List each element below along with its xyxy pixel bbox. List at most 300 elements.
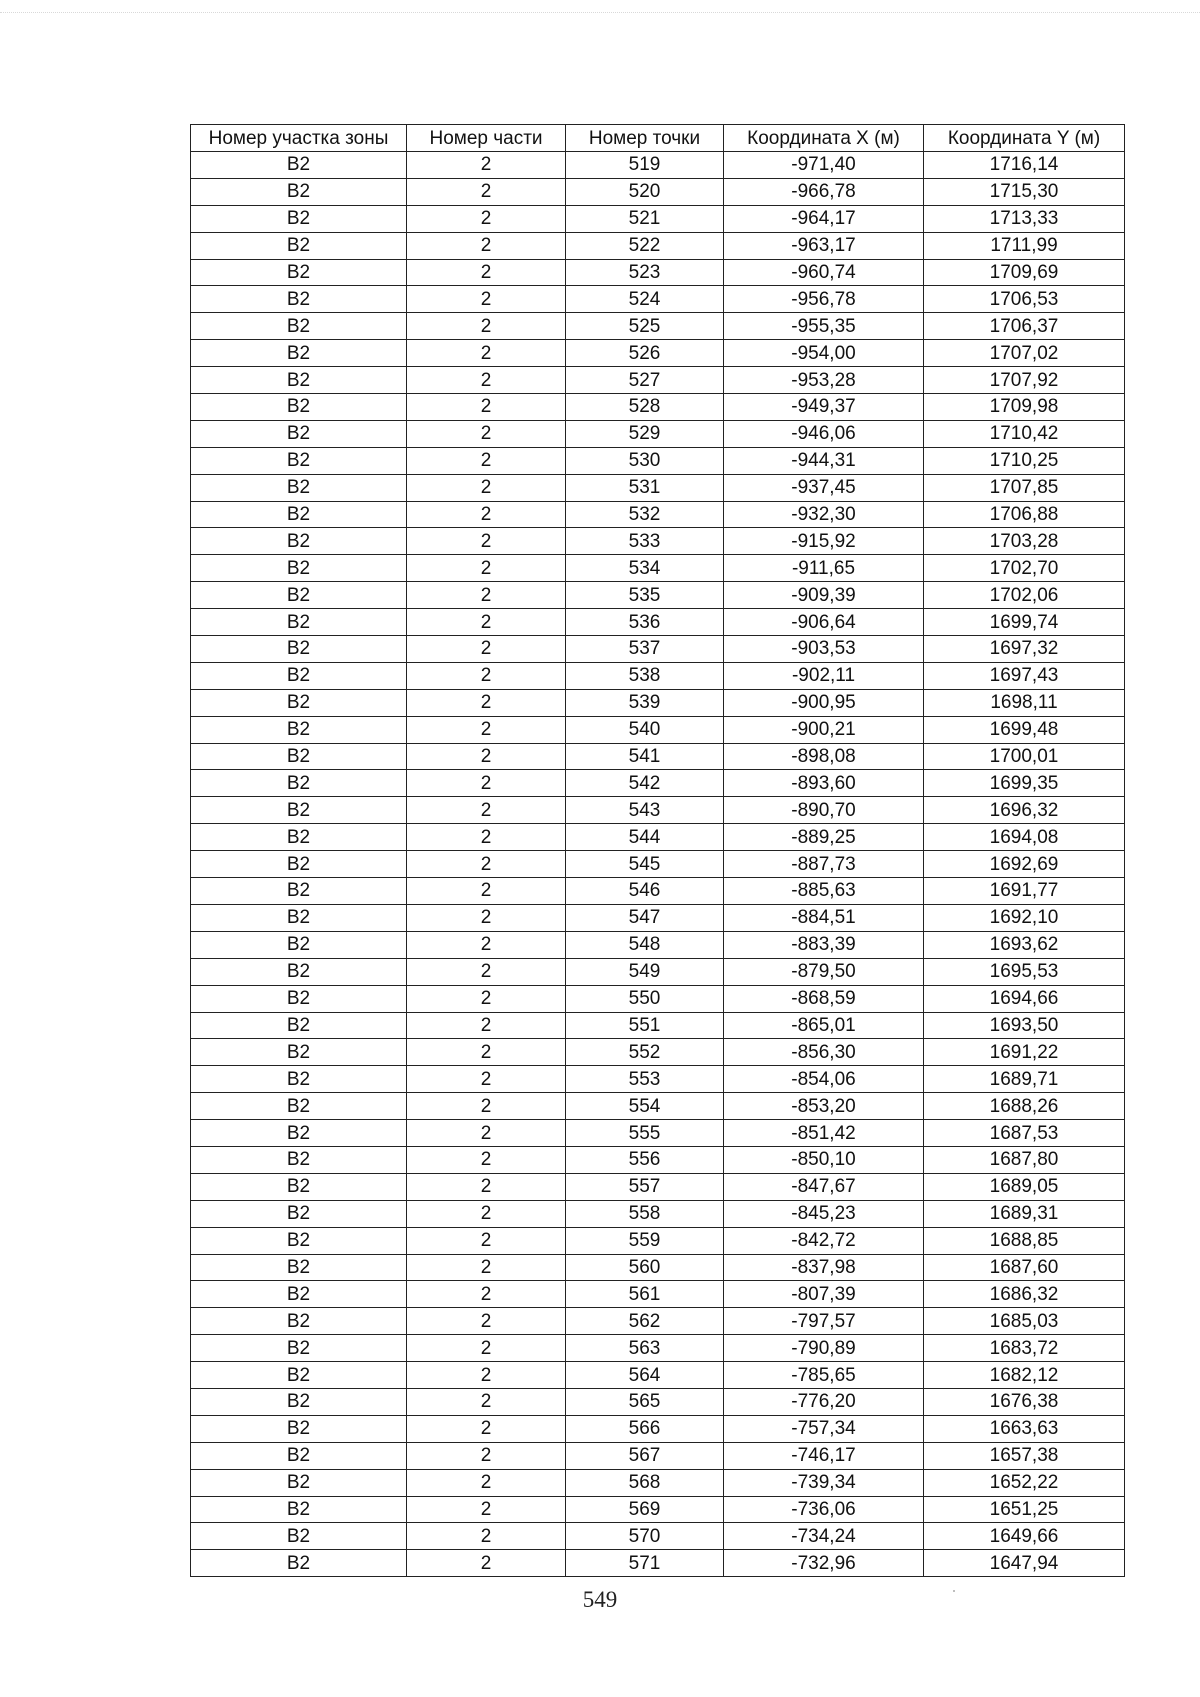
cell-point-number: 546 (566, 878, 724, 905)
cell-coordinate-y: 1699,74 (924, 609, 1125, 636)
cell-coordinate-y: 1696,32 (924, 797, 1125, 824)
cell-coordinate-y: 1707,85 (924, 474, 1125, 501)
cell-zone-section: В2 (191, 1308, 407, 1335)
table-row (191, 367, 1125, 394)
cell-zone-section: В2 (191, 232, 407, 259)
cell-coordinate-x: -889,25 (724, 824, 924, 851)
table-row (191, 851, 1125, 878)
cell-part-number: 2 (407, 743, 566, 770)
cell-part-number: 2 (407, 178, 566, 205)
cell-coordinate-x: -797,57 (724, 1308, 924, 1335)
cell-zone-section: В2 (191, 474, 407, 501)
cell-zone-section: В2 (191, 904, 407, 931)
cell-point-number: 519 (566, 152, 724, 179)
cell-point-number: 560 (566, 1254, 724, 1281)
cell-coordinate-y: 1702,06 (924, 582, 1125, 609)
cell-point-number: 557 (566, 1173, 724, 1200)
table-row (191, 1308, 1125, 1335)
cell-coordinate-x: -955,35 (724, 313, 924, 340)
cell-part-number: 2 (407, 1523, 566, 1550)
cell-zone-section: В2 (191, 770, 407, 797)
cell-part-number: 2 (407, 904, 566, 931)
table-header-row (191, 125, 1125, 152)
cell-part-number: 2 (407, 770, 566, 797)
cell-coordinate-y: 1693,50 (924, 1012, 1125, 1039)
table-row (191, 609, 1125, 636)
cell-zone-section: В2 (191, 1335, 407, 1362)
cell-part-number: 2 (407, 824, 566, 851)
cell-zone-section: В2 (191, 1039, 407, 1066)
cell-point-number: 535 (566, 582, 724, 609)
cell-zone-section: В2 (191, 582, 407, 609)
table-row (191, 582, 1125, 609)
cell-part-number: 2 (407, 152, 566, 179)
cell-coordinate-x: -915,92 (724, 528, 924, 555)
cell-zone-section: В2 (191, 340, 407, 367)
cell-coordinate-y: 1676,38 (924, 1388, 1125, 1415)
cell-coordinate-y: 1689,31 (924, 1200, 1125, 1227)
cell-coordinate-x: -932,30 (724, 501, 924, 528)
cell-coordinate-x: -944,31 (724, 447, 924, 474)
cell-coordinate-y: 1687,80 (924, 1146, 1125, 1173)
table-row (191, 958, 1125, 985)
cell-coordinate-x: -911,65 (724, 555, 924, 582)
table-row (191, 1281, 1125, 1308)
cell-coordinate-x: -893,60 (724, 770, 924, 797)
cell-coordinate-x: -850,10 (724, 1146, 924, 1173)
cell-zone-section: В2 (191, 367, 407, 394)
cell-point-number: 522 (566, 232, 724, 259)
cell-zone-section: В2 (191, 1388, 407, 1415)
cell-coordinate-y: 1706,53 (924, 286, 1125, 313)
cell-coordinate-x: -903,53 (724, 636, 924, 663)
cell-part-number: 2 (407, 689, 566, 716)
cell-coordinate-y: 1697,43 (924, 662, 1125, 689)
cell-coordinate-y: 1709,69 (924, 259, 1125, 286)
cell-part-number: 2 (407, 797, 566, 824)
cell-point-number: 539 (566, 689, 724, 716)
cell-coordinate-y: 1689,71 (924, 1066, 1125, 1093)
scan-speck (953, 1590, 955, 1592)
cell-zone-section: В2 (191, 1523, 407, 1550)
cell-coordinate-x: -736,06 (724, 1496, 924, 1523)
cell-coordinate-y: 1702,70 (924, 555, 1125, 582)
cell-coordinate-y: 1657,38 (924, 1442, 1125, 1469)
cell-part-number: 2 (407, 1227, 566, 1254)
cell-coordinate-y: 1652,22 (924, 1469, 1125, 1496)
cell-point-number: 531 (566, 474, 724, 501)
cell-coordinate-x: -900,95 (724, 689, 924, 716)
header-point-number: Номер точки (566, 125, 724, 152)
cell-coordinate-x: -902,11 (724, 662, 924, 689)
cell-part-number: 2 (407, 1012, 566, 1039)
cell-coordinate-y: 1682,12 (924, 1362, 1125, 1389)
cell-coordinate-y: 1691,77 (924, 878, 1125, 905)
cell-coordinate-x: -937,45 (724, 474, 924, 501)
cell-point-number: 555 (566, 1120, 724, 1147)
cell-part-number: 2 (407, 1146, 566, 1173)
cell-part-number: 2 (407, 205, 566, 232)
cell-coordinate-y: 1699,35 (924, 770, 1125, 797)
cell-part-number: 2 (407, 1550, 566, 1577)
header-coordinate-x: Координата X (м) (724, 125, 924, 152)
cell-part-number: 2 (407, 716, 566, 743)
cell-coordinate-y: 1709,98 (924, 394, 1125, 421)
cell-coordinate-y: 1647,94 (924, 1550, 1125, 1577)
cell-part-number: 2 (407, 1093, 566, 1120)
cell-point-number: 543 (566, 797, 724, 824)
table-row (191, 1496, 1125, 1523)
cell-coordinate-x: -734,24 (724, 1523, 924, 1550)
cell-point-number: 545 (566, 851, 724, 878)
cell-coordinate-x: -966,78 (724, 178, 924, 205)
table-row (191, 1120, 1125, 1147)
table-row (191, 1173, 1125, 1200)
cell-zone-section: В2 (191, 878, 407, 905)
cell-point-number: 544 (566, 824, 724, 851)
cell-coordinate-y: 1706,88 (924, 501, 1125, 528)
cell-coordinate-x: -854,06 (724, 1066, 924, 1093)
cell-part-number: 2 (407, 1281, 566, 1308)
cell-point-number: 547 (566, 904, 724, 931)
cell-part-number: 2 (407, 259, 566, 286)
cell-zone-section: В2 (191, 1469, 407, 1496)
page-number: 549 (582, 1587, 618, 1612)
table-row (191, 1388, 1125, 1415)
cell-point-number: 526 (566, 340, 724, 367)
cell-coordinate-x: -949,37 (724, 394, 924, 421)
cell-coordinate-y: 1706,37 (924, 313, 1125, 340)
cell-zone-section: В2 (191, 394, 407, 421)
table-row (191, 1146, 1125, 1173)
cell-point-number: 568 (566, 1469, 724, 1496)
cell-point-number: 525 (566, 313, 724, 340)
table-row (191, 1550, 1125, 1577)
cell-part-number: 2 (407, 528, 566, 555)
table-row (191, 716, 1125, 743)
cell-coordinate-x: -776,20 (724, 1388, 924, 1415)
table-row (191, 394, 1125, 421)
table-row (191, 286, 1125, 313)
cell-zone-section: В2 (191, 420, 407, 447)
cell-zone-section: В2 (191, 1550, 407, 1577)
cell-part-number: 2 (407, 1200, 566, 1227)
cell-part-number: 2 (407, 474, 566, 501)
table-row (191, 824, 1125, 851)
cell-zone-section: В2 (191, 1200, 407, 1227)
cell-coordinate-y: 1694,08 (924, 824, 1125, 851)
cell-point-number: 521 (566, 205, 724, 232)
cell-coordinate-x: -746,17 (724, 1442, 924, 1469)
cell-coordinate-y: 1695,53 (924, 958, 1125, 985)
cell-coordinate-y: 1713,33 (924, 205, 1125, 232)
cell-coordinate-y: 1716,14 (924, 152, 1125, 179)
table-body (191, 152, 1125, 1577)
cell-part-number: 2 (407, 878, 566, 905)
cell-part-number: 2 (407, 851, 566, 878)
table-row (191, 1254, 1125, 1281)
table-row (191, 636, 1125, 663)
cell-part-number: 2 (407, 958, 566, 985)
cell-coordinate-y: 1699,48 (924, 716, 1125, 743)
cell-zone-section: В2 (191, 1093, 407, 1120)
cell-coordinate-x: -971,40 (724, 152, 924, 179)
cell-part-number: 2 (407, 582, 566, 609)
cell-point-number: 550 (566, 985, 724, 1012)
cell-coordinate-x: -953,28 (724, 367, 924, 394)
table-row (191, 689, 1125, 716)
coordinates-table (190, 124, 1125, 1577)
cell-coordinate-y: 1683,72 (924, 1335, 1125, 1362)
cell-point-number: 566 (566, 1415, 724, 1442)
table-row (191, 501, 1125, 528)
cell-zone-section: В2 (191, 636, 407, 663)
cell-point-number: 553 (566, 1066, 724, 1093)
cell-coordinate-x: -865,01 (724, 1012, 924, 1039)
cell-coordinate-y: 1688,26 (924, 1093, 1125, 1120)
cell-coordinate-y: 1691,22 (924, 1039, 1125, 1066)
table-row (191, 555, 1125, 582)
table-row (191, 1227, 1125, 1254)
cell-zone-section: В2 (191, 447, 407, 474)
cell-coordinate-y: 1710,25 (924, 447, 1125, 474)
cell-coordinate-y: 1693,62 (924, 931, 1125, 958)
cell-coordinate-x: -790,89 (724, 1335, 924, 1362)
cell-coordinate-y: 1687,53 (924, 1120, 1125, 1147)
cell-zone-section: В2 (191, 985, 407, 1012)
cell-point-number: 529 (566, 420, 724, 447)
cell-zone-section: В2 (191, 313, 407, 340)
cell-zone-section: В2 (191, 152, 407, 179)
cell-part-number: 2 (407, 1254, 566, 1281)
cell-coordinate-x: -956,78 (724, 286, 924, 313)
table-row (191, 931, 1125, 958)
table-row (191, 1442, 1125, 1469)
cell-point-number: 532 (566, 501, 724, 528)
cell-coordinate-y: 1698,11 (924, 689, 1125, 716)
cell-point-number: 524 (566, 286, 724, 313)
cell-part-number: 2 (407, 1469, 566, 1496)
cell-zone-section: В2 (191, 1362, 407, 1389)
table-row (191, 1469, 1125, 1496)
cell-point-number: 528 (566, 394, 724, 421)
cell-coordinate-y: 1688,85 (924, 1227, 1125, 1254)
cell-part-number: 2 (407, 1496, 566, 1523)
cell-point-number: 562 (566, 1308, 724, 1335)
cell-coordinate-x: -845,23 (724, 1200, 924, 1227)
cell-part-number: 2 (407, 313, 566, 340)
cell-point-number: 551 (566, 1012, 724, 1039)
cell-zone-section: В2 (191, 824, 407, 851)
table-row (191, 420, 1125, 447)
cell-point-number: 537 (566, 636, 724, 663)
cell-coordinate-x: -887,73 (724, 851, 924, 878)
table-row (191, 770, 1125, 797)
cell-coordinate-x: -909,39 (724, 582, 924, 609)
cell-part-number: 2 (407, 447, 566, 474)
table-row (191, 1200, 1125, 1227)
cell-zone-section: В2 (191, 286, 407, 313)
cell-part-number: 2 (407, 636, 566, 663)
cell-zone-section: В2 (191, 1227, 407, 1254)
cell-zone-section: В2 (191, 555, 407, 582)
cell-part-number: 2 (407, 1335, 566, 1362)
cell-part-number: 2 (407, 1173, 566, 1200)
cell-point-number: 561 (566, 1281, 724, 1308)
cell-point-number: 523 (566, 259, 724, 286)
cell-zone-section: В2 (191, 1254, 407, 1281)
cell-point-number: 556 (566, 1146, 724, 1173)
cell-coordinate-y: 1707,02 (924, 340, 1125, 367)
cell-point-number: 552 (566, 1039, 724, 1066)
table-row (191, 340, 1125, 367)
cell-zone-section: В2 (191, 609, 407, 636)
table-row (191, 1039, 1125, 1066)
cell-point-number: 558 (566, 1200, 724, 1227)
cell-coordinate-x: -837,98 (724, 1254, 924, 1281)
cell-point-number: 536 (566, 609, 724, 636)
cell-coordinate-x: -807,39 (724, 1281, 924, 1308)
cell-part-number: 2 (407, 931, 566, 958)
table-row (191, 1415, 1125, 1442)
cell-part-number: 2 (407, 1442, 566, 1469)
table-row (191, 205, 1125, 232)
cell-coordinate-x: -963,17 (724, 232, 924, 259)
cell-point-number: 548 (566, 931, 724, 958)
cell-part-number: 2 (407, 420, 566, 447)
cell-coordinate-y: 1700,01 (924, 743, 1125, 770)
cell-part-number: 2 (407, 985, 566, 1012)
cell-coordinate-x: -739,34 (724, 1469, 924, 1496)
table-row (191, 447, 1125, 474)
cell-part-number: 2 (407, 501, 566, 528)
cell-part-number: 2 (407, 286, 566, 313)
cell-coordinate-x: -954,00 (724, 340, 924, 367)
cell-zone-section: В2 (191, 1281, 407, 1308)
cell-coordinate-x: -960,74 (724, 259, 924, 286)
cell-coordinate-y: 1692,69 (924, 851, 1125, 878)
cell-coordinate-x: -879,50 (724, 958, 924, 985)
cell-zone-section: В2 (191, 1496, 407, 1523)
cell-zone-section: В2 (191, 851, 407, 878)
cell-point-number: 520 (566, 178, 724, 205)
cell-zone-section: В2 (191, 1012, 407, 1039)
cell-part-number: 2 (407, 1415, 566, 1442)
cell-part-number: 2 (407, 340, 566, 367)
cell-part-number: 2 (407, 394, 566, 421)
table-row (191, 1093, 1125, 1120)
cell-part-number: 2 (407, 367, 566, 394)
cell-part-number: 2 (407, 555, 566, 582)
cell-coordinate-x: -847,67 (724, 1173, 924, 1200)
cell-coordinate-y: 1685,03 (924, 1308, 1125, 1335)
cell-point-number: 565 (566, 1388, 724, 1415)
cell-point-number: 534 (566, 555, 724, 582)
scan-edge-line (0, 12, 1200, 13)
cell-point-number: 540 (566, 716, 724, 743)
header-coordinate-y: Координата Y (м) (924, 125, 1125, 152)
cell-zone-section: В2 (191, 662, 407, 689)
cell-zone-section: В2 (191, 797, 407, 824)
cell-point-number: 570 (566, 1523, 724, 1550)
cell-point-number: 569 (566, 1496, 724, 1523)
cell-point-number: 564 (566, 1362, 724, 1389)
cell-zone-section: В2 (191, 205, 407, 232)
table-row (191, 904, 1125, 931)
cell-point-number: 571 (566, 1550, 724, 1577)
cell-zone-section: В2 (191, 931, 407, 958)
table-row (191, 232, 1125, 259)
cell-coordinate-y: 1697,32 (924, 636, 1125, 663)
cell-part-number: 2 (407, 662, 566, 689)
cell-zone-section: В2 (191, 528, 407, 555)
cell-coordinate-y: 1711,99 (924, 232, 1125, 259)
cell-zone-section: В2 (191, 501, 407, 528)
table-row (191, 662, 1125, 689)
cell-point-number: 567 (566, 1442, 724, 1469)
cell-zone-section: В2 (191, 259, 407, 286)
cell-point-number: 538 (566, 662, 724, 689)
table-row (191, 474, 1125, 501)
cell-zone-section: В2 (191, 716, 407, 743)
cell-coordinate-y: 1689,05 (924, 1173, 1125, 1200)
cell-zone-section: В2 (191, 743, 407, 770)
cell-zone-section: В2 (191, 1442, 407, 1469)
cell-zone-section: В2 (191, 1146, 407, 1173)
cell-zone-section: В2 (191, 1415, 407, 1442)
cell-coordinate-y: 1694,66 (924, 985, 1125, 1012)
cell-coordinate-x: -842,72 (724, 1227, 924, 1254)
cell-coordinate-y: 1687,60 (924, 1254, 1125, 1281)
cell-point-number: 549 (566, 958, 724, 985)
cell-point-number: 563 (566, 1335, 724, 1362)
cell-part-number: 2 (407, 609, 566, 636)
cell-coordinate-x: -853,20 (724, 1093, 924, 1120)
table-row (191, 1012, 1125, 1039)
table-row (191, 1523, 1125, 1550)
table-row (191, 985, 1125, 1012)
table-row (191, 313, 1125, 340)
cell-zone-section: В2 (191, 1066, 407, 1093)
cell-point-number: 554 (566, 1093, 724, 1120)
cell-coordinate-x: -851,42 (724, 1120, 924, 1147)
table-row (191, 878, 1125, 905)
cell-coordinate-x: -883,39 (724, 931, 924, 958)
cell-coordinate-y: 1703,28 (924, 528, 1125, 555)
cell-coordinate-x: -868,59 (724, 985, 924, 1012)
cell-part-number: 2 (407, 1039, 566, 1066)
cell-zone-section: В2 (191, 1173, 407, 1200)
table-row (191, 259, 1125, 286)
cell-coordinate-y: 1710,42 (924, 420, 1125, 447)
cell-coordinate-x: -946,06 (724, 420, 924, 447)
cell-part-number: 2 (407, 1120, 566, 1147)
cell-point-number: 530 (566, 447, 724, 474)
cell-part-number: 2 (407, 1388, 566, 1415)
cell-point-number: 533 (566, 528, 724, 555)
header-part-number: Номер части (407, 125, 566, 152)
table-row (191, 743, 1125, 770)
cell-coordinate-x: -906,64 (724, 609, 924, 636)
cell-coordinate-x: -785,65 (724, 1362, 924, 1389)
cell-part-number: 2 (407, 1308, 566, 1335)
cell-coordinate-x: -884,51 (724, 904, 924, 931)
cell-coordinate-y: 1715,30 (924, 178, 1125, 205)
cell-coordinate-x: -757,34 (724, 1415, 924, 1442)
table-row (191, 178, 1125, 205)
table-row (191, 528, 1125, 555)
cell-coordinate-y: 1686,32 (924, 1281, 1125, 1308)
